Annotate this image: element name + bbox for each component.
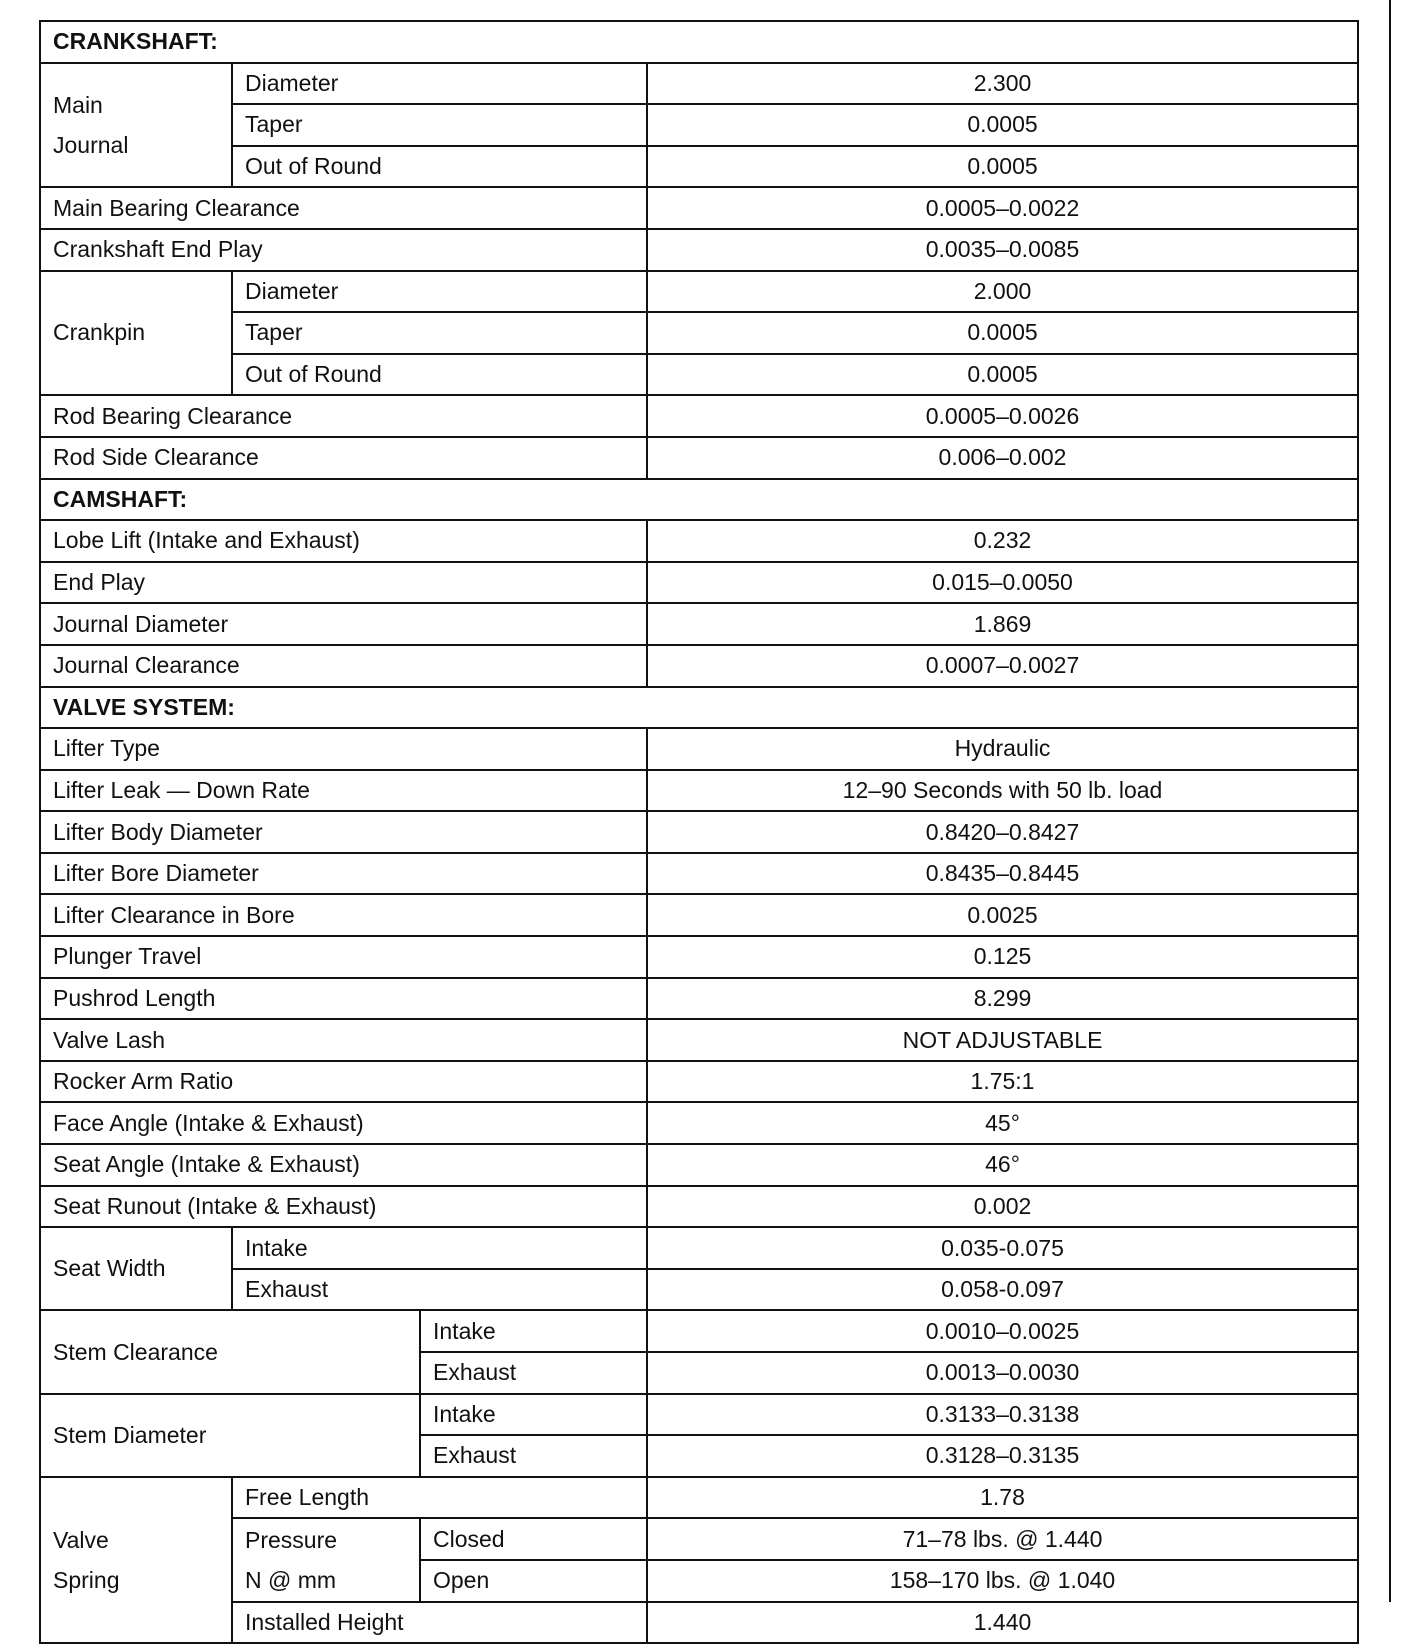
row-value: 0.0005 [647, 354, 1358, 396]
row-label: Exhaust [420, 1352, 647, 1394]
row-label: Lifter Body Diameter [40, 811, 647, 853]
row-label: Intake [420, 1394, 647, 1436]
table-row [40, 978, 1358, 1020]
table-row [40, 437, 1358, 479]
engine-specifications-table [39, 20, 1359, 1644]
row-label: Valve Lash [40, 1019, 647, 1061]
table-row [40, 187, 1358, 229]
row-value: 158–170 lbs. @ 1.040 [647, 1560, 1358, 1602]
main-journal-group-label: Main Journal [40, 63, 232, 188]
row-value: 0.8420–0.8427 [647, 811, 1358, 853]
table-row [40, 271, 1358, 313]
table-row [40, 645, 1358, 687]
row-value: 1.869 [647, 603, 1358, 645]
table-row [40, 63, 1358, 105]
seat-width-group-label: Seat Width [40, 1227, 232, 1310]
row-label: Lifter Type [40, 728, 647, 770]
row-value: 0.0005–0.0022 [647, 187, 1358, 229]
crankpin-group-label: Crankpin [40, 271, 232, 396]
row-label: Lifter Clearance in Bore [40, 894, 647, 936]
row-value: 0.058-0.097 [647, 1269, 1358, 1311]
row-value: 0.015–0.0050 [647, 562, 1358, 604]
valve-spring-group-label: Valve Spring [40, 1477, 232, 1643]
row-label: Lifter Leak — Down Rate [40, 770, 647, 812]
row-label: Face Angle (Intake & Exhaust) [40, 1102, 647, 1144]
row-value: 0.0005 [647, 104, 1358, 146]
row-label: Seat Angle (Intake & Exhaust) [40, 1144, 647, 1186]
row-label: Rod Bearing Clearance [40, 395, 647, 437]
row-value: 46° [647, 1144, 1358, 1186]
row-value: 0.125 [647, 936, 1358, 978]
table-row [40, 1102, 1358, 1144]
table-row [40, 603, 1358, 645]
row-label: Crankshaft End Play [40, 229, 647, 271]
row-value: 0.0010–0.0025 [647, 1310, 1358, 1352]
section-header-row [40, 479, 1358, 521]
row-value: 0.0007–0.0027 [647, 645, 1358, 687]
table-row [40, 1269, 1358, 1311]
row-value: 0.3133–0.3138 [647, 1394, 1358, 1436]
row-label: Pushrod Length [40, 978, 647, 1020]
row-value: 0.0035–0.0085 [647, 229, 1358, 271]
row-value: 0.0013–0.0030 [647, 1352, 1358, 1394]
table-row [40, 770, 1358, 812]
row-value: 0.002 [647, 1186, 1358, 1228]
table-row [40, 853, 1358, 895]
row-value: 1.78 [647, 1477, 1358, 1519]
row-value: 0.0005 [647, 312, 1358, 354]
row-label: Exhaust [232, 1269, 647, 1311]
row-label: Lifter Bore Diameter [40, 853, 647, 895]
row-value: NOT ADJUSTABLE [647, 1019, 1358, 1061]
row-value: 0.006–0.002 [647, 437, 1358, 479]
table-row [40, 894, 1358, 936]
row-label: Journal Diameter [40, 603, 647, 645]
row-label: Main Bearing Clearance [40, 187, 647, 229]
row-value: 0.232 [647, 520, 1358, 562]
table-row [40, 1144, 1358, 1186]
row-label: Diameter [232, 63, 647, 105]
row-value: 12–90 Seconds with 50 lb. load [647, 770, 1358, 812]
row-label: Closed [420, 1518, 647, 1560]
table-row [40, 104, 1358, 146]
table-row [40, 354, 1358, 396]
row-label: Diameter [232, 271, 647, 313]
row-label: Out of Round [232, 354, 647, 396]
table-row [40, 1602, 1358, 1644]
row-label: Lobe Lift (Intake and Exhaust) [40, 520, 647, 562]
row-value: 1.75:1 [647, 1061, 1358, 1103]
row-value: Hydraulic [647, 728, 1358, 770]
table-row [40, 146, 1358, 188]
row-value: 0.3128–0.3135 [647, 1435, 1358, 1477]
pressure-group-label: Pressure N @ mm [232, 1518, 420, 1601]
table-row [40, 229, 1358, 271]
row-value: 71–78 lbs. @ 1.440 [647, 1518, 1358, 1560]
table-row [40, 1477, 1358, 1519]
row-value: 0.8435–0.8445 [647, 853, 1358, 895]
row-value: 8.299 [647, 978, 1358, 1020]
row-label: Open [420, 1560, 647, 1602]
row-label: Intake [420, 1310, 647, 1352]
table-row [40, 1061, 1358, 1103]
row-value: 0.0005 [647, 146, 1358, 188]
table-row [40, 562, 1358, 604]
row-value: 2.300 [647, 63, 1358, 105]
table-row [40, 1394, 1358, 1436]
camshaft-section-title: CAMSHAFT: [40, 479, 1358, 521]
row-value: 0.0005–0.0026 [647, 395, 1358, 437]
row-label: Journal Clearance [40, 645, 647, 687]
row-value: 45° [647, 1102, 1358, 1144]
row-value: 2.000 [647, 271, 1358, 313]
table-row [40, 1310, 1358, 1352]
table-row [40, 520, 1358, 562]
row-label: Exhaust [420, 1435, 647, 1477]
row-label: Out of Round [232, 146, 647, 188]
section-header-row [40, 21, 1358, 63]
crankshaft-section-title: CRANKSHAFT: [40, 21, 1358, 63]
table-row [40, 728, 1358, 770]
row-label: Installed Height [232, 1602, 647, 1644]
row-value: 0.0025 [647, 894, 1358, 936]
row-label: Plunger Travel [40, 936, 647, 978]
row-label: Taper [232, 312, 647, 354]
row-label: Seat Runout (Intake & Exhaust) [40, 1186, 647, 1228]
table-row [40, 1227, 1358, 1269]
table-row [40, 1518, 1358, 1560]
row-label: End Play [40, 562, 647, 604]
row-label: Taper [232, 104, 647, 146]
row-value: 1.440 [647, 1602, 1358, 1644]
table-row [40, 811, 1358, 853]
row-label: Intake [232, 1227, 647, 1269]
row-value: 0.035-0.075 [647, 1227, 1358, 1269]
row-label: Rocker Arm Ratio [40, 1061, 647, 1103]
table-row [40, 936, 1358, 978]
stem-diameter-group-label: Stem Diameter [40, 1394, 420, 1477]
page-right-rule [1389, 0, 1391, 1602]
table-row [40, 395, 1358, 437]
table-row [40, 1019, 1358, 1061]
stem-clearance-group-label: Stem Clearance [40, 1310, 420, 1393]
section-header-row [40, 687, 1358, 729]
table-row [40, 312, 1358, 354]
table-row [40, 1186, 1358, 1228]
row-label: Rod Side Clearance [40, 437, 647, 479]
row-label: Free Length [232, 1477, 647, 1519]
valve-system-section-title: VALVE SYSTEM: [40, 687, 1358, 729]
